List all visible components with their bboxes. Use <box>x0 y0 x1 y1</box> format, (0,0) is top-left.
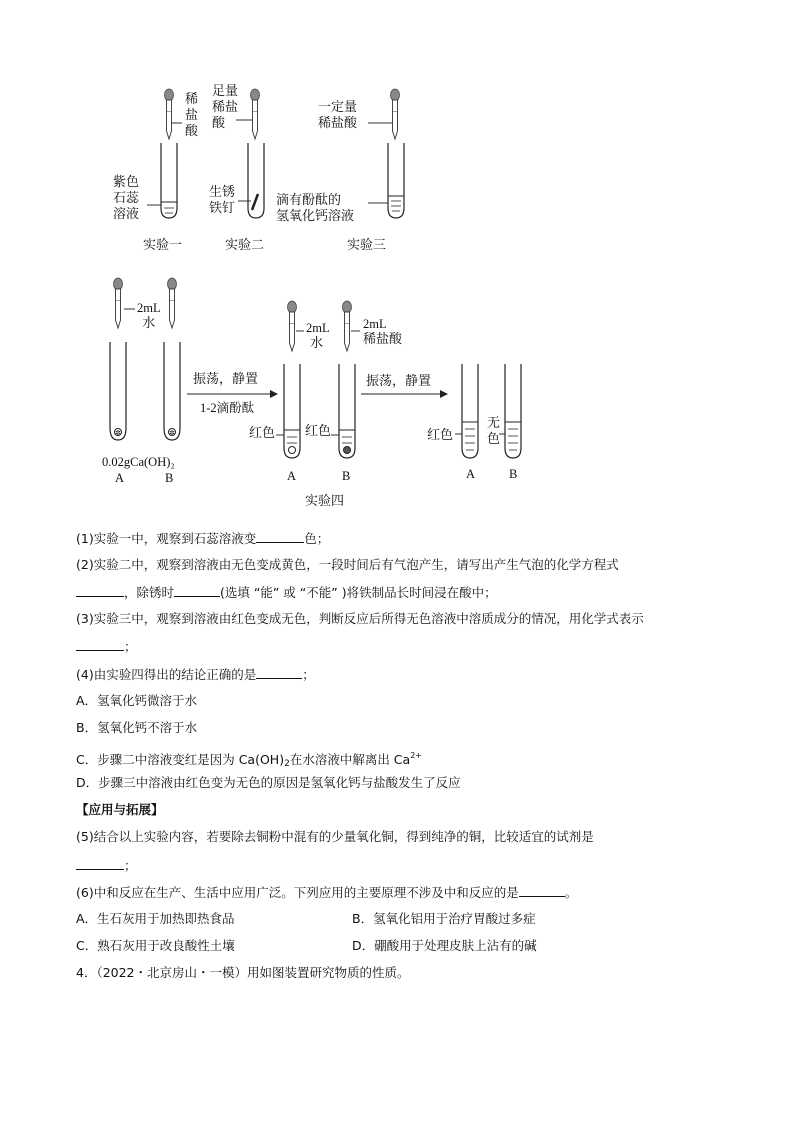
q1-text-end: 色； <box>304 531 330 546</box>
exp4-water-line: 水 <box>142 316 156 331</box>
q4c-text: C．步骤二中溶液变红是因为 Ca(OH) <box>76 752 285 767</box>
exp4-dropper-b <box>168 278 177 328</box>
exp1-solution-line: 石蕊 <box>113 191 140 206</box>
question-5-line1: (5)结合以上实验内容，若要除去铜粉中混有的少量氧化铜，得到纯净的铜，比较适宜的试剂是 <box>76 829 594 844</box>
step2-water-line: 2mL <box>306 321 330 335</box>
q4-option-c[interactable] <box>76 748 422 772</box>
q6-text: (6)中和反应在生产、生活中应用广泛。下列应用的主要原理不涉及中和反应的是 <box>76 885 519 900</box>
exp1-solution-label <box>113 175 139 223</box>
exp4-water-line: 2mL <box>137 301 161 315</box>
step2-acid-line: 2mL <box>363 317 387 331</box>
exp3-solution-line: 滴有酚酞的 <box>276 193 342 208</box>
question-1 <box>76 530 329 547</box>
q6-option-b[interactable]: B．氢氧化铝用于治疗胃酸过多症 <box>352 911 536 926</box>
answer-blank[interactable] <box>256 666 302 679</box>
answer-blank[interactable] <box>76 857 124 870</box>
exp1-solution-line: 溶液 <box>113 207 140 222</box>
exp1-dropper <box>165 89 174 139</box>
q6-option-c[interactable]: C．熟石灰用于改良酸性土壤 <box>76 938 235 953</box>
q4c-sub: 2 <box>284 759 290 769</box>
q4c-sup: 2+ <box>410 751 422 760</box>
exp1-solution-line: 紫色 <box>113 175 140 190</box>
exp1-test-tube <box>161 143 177 218</box>
q2-text-end: (选填 “能” 或 “不能” )将铁制品长时间浸在酸中； <box>220 585 497 600</box>
arrow2-top-label: 振荡，静置 <box>366 374 432 389</box>
exp1-acid-line: 酸 <box>185 124 199 139</box>
q4-option-d[interactable]: D．步骤三中溶液由红色变为无色的原因是氢氧化钙与盐酸发生了反应 <box>76 775 461 790</box>
exp4-tube-b3 <box>505 364 521 458</box>
tube-a3-label: A <box>466 467 476 481</box>
exp3-acid-label <box>318 100 357 132</box>
exp4-tube-b-label: B <box>165 471 174 485</box>
exp3-solution-label <box>276 193 354 225</box>
answer-blank[interactable] <box>519 884 565 897</box>
exp1-acid-line: 稀 <box>185 92 199 107</box>
exp2-dropper <box>251 89 260 139</box>
q1-text: (1)实验一中，观察到石蕊溶液变 <box>76 531 257 546</box>
q3-text-end: ； <box>124 639 137 654</box>
svg-text:✲: ✲ <box>169 429 175 437</box>
section-heading: 【应用与拓展】 <box>76 802 164 817</box>
q4-text: (4)由实验四得出的结论正确的是 <box>76 667 257 682</box>
step2-water-line: 水 <box>310 336 324 351</box>
exp2-test-tube <box>248 143 264 218</box>
step2-water-label <box>306 320 330 352</box>
exp4-caption: 实验四 <box>305 494 345 509</box>
exp2-acid-line: 稀盐 <box>212 100 239 115</box>
colorless-line: 无 <box>487 416 501 431</box>
answer-blank[interactable] <box>174 584 220 597</box>
exp3-caption: 实验三 <box>347 238 387 253</box>
exp1-acid-line: 盐 <box>185 108 199 123</box>
exp4-tube-b2 <box>339 364 355 458</box>
question-3-line1: (3)实验三中，观察到溶液由红色变成无色，判断反应后所得无色溶液中溶质成分的情况，用化学式表示 <box>76 611 644 626</box>
q6-option-a[interactable]: A．生石灰用于加热即热食品 <box>76 911 235 926</box>
exp3-acid-line: 一定量 <box>318 100 358 115</box>
exp4-water-label <box>137 300 161 332</box>
exp2-solid-label <box>209 185 235 217</box>
colorless-line: 色 <box>487 432 501 447</box>
exp3-dropper <box>391 89 400 139</box>
exp4-dropper-c <box>288 301 297 351</box>
exp4-dropper-d <box>343 301 352 351</box>
answer-blank[interactable] <box>76 638 124 651</box>
exp2-acid-line: 酸 <box>212 116 226 131</box>
exp4-powder-label: 0.02gCa(OH)₂ <box>102 455 175 469</box>
tube-a2-label: A <box>287 469 297 483</box>
colorless-label <box>487 416 501 448</box>
step2-acid-label <box>363 316 402 348</box>
question-2-line2 <box>76 584 497 601</box>
exp2-caption: 实验二 <box>225 238 265 253</box>
exp4-dropper-a <box>114 278 123 328</box>
exp1-acid-label <box>185 92 199 140</box>
question-5-line2 <box>76 857 137 874</box>
exp4-tube-a-label: A <box>115 471 125 485</box>
question-4 <box>76 666 315 683</box>
q6-text-end: 。 <box>564 885 578 900</box>
exp2-solid-line: 生锈 <box>209 185 236 200</box>
arrow1-bottom-label: 1-2滴酚酞 <box>200 401 255 415</box>
exp3-test-tube <box>388 143 404 218</box>
tube-b3-label: B <box>509 467 518 481</box>
q4-option-a[interactable]: A．氢氧化钙微溶于水 <box>76 693 198 708</box>
step2-acid-line: 稀盐酸 <box>363 332 403 347</box>
exp4-tube-a3 <box>462 364 478 458</box>
arrow-2 <box>361 390 448 398</box>
exp4-tube-a2 <box>284 364 300 458</box>
svg-text:✲: ✲ <box>115 429 121 437</box>
q6-option-d[interactable]: D．硼酸用于处理皮肤上沾有的碱 <box>352 938 537 953</box>
red-label-b2: 红色 <box>305 424 332 439</box>
tube-b2-label: B <box>342 469 351 483</box>
exp1-caption: 实验一 <box>143 238 183 253</box>
answer-blank[interactable] <box>76 584 124 597</box>
red-label-a2: 红色 <box>249 426 276 441</box>
question-next: 4．（2022・北京房山・一模）用如图装置研究物质的性质。 <box>76 965 410 980</box>
answer-blank[interactable] <box>256 530 304 543</box>
q4-option-b[interactable]: B．氢氧化钙不溶于水 <box>76 720 198 735</box>
red-label-a3: 红色 <box>427 428 454 443</box>
exp4-tube-a1 <box>110 342 126 440</box>
question-6 <box>76 884 577 901</box>
exp2-acid-label <box>212 84 238 132</box>
arrow-1 <box>187 390 278 398</box>
experiment-figure <box>0 0 794 520</box>
q2-mid: ，除锈时 <box>124 585 175 600</box>
q5-text-end: ； <box>124 858 137 873</box>
q4c-mid: 在水溶液中解离出 Ca <box>289 752 411 767</box>
exp3-solution-line: 氢氧化钙溶液 <box>276 209 355 224</box>
exp3-acid-line: 稀盐酸 <box>318 116 358 131</box>
exp2-solid-line: 铁钉 <box>209 201 236 216</box>
question-3-line2 <box>76 638 137 655</box>
question-2-line1: (2)实验二中，观察到溶液由无色变成黄色，一段时间后有气泡产生，请写出产生气泡的化学方程式 <box>76 557 619 572</box>
exp2-acid-line: 足量 <box>212 84 239 99</box>
q4-text-end: ； <box>302 667 315 682</box>
arrow1-top-label: 振荡，静置 <box>193 372 259 387</box>
exp4-tube-b1 <box>164 342 180 440</box>
